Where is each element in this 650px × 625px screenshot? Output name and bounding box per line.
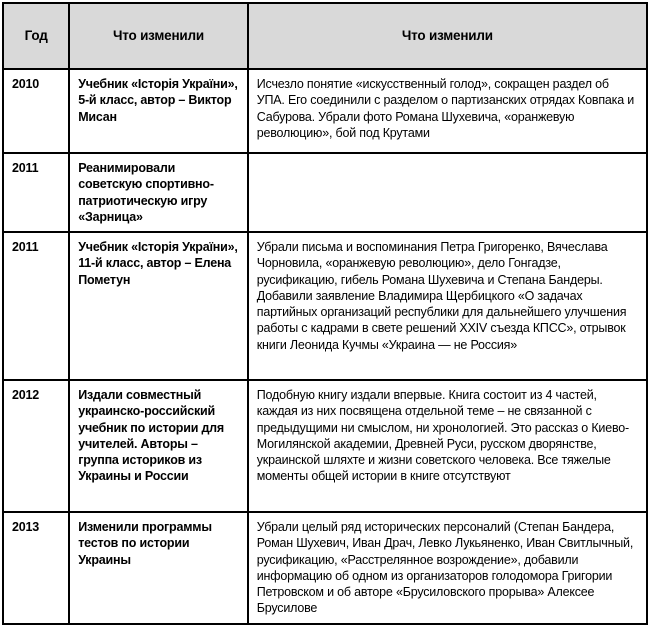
detail-cell: Убрали письма и воспоминания Петра Григоренко, Вячеслава Чорновила, «оранжевую революцию», дело Гонгадзе, русификацию, гибель Романа Шухевича и Степана Бандеры. Добавили заявление Владимира Щербицкого «О задачах партийных организаций республики для дальнейшего улучшения работы с кадрами в свете решений XXIV съезда КПСС», отрывок книги Леонида Кучмы «Украина — не Россия» xyxy=(248,232,647,380)
year-cell: 2011 xyxy=(3,232,69,380)
detail-cell: Убрали целый ряд исторических персоналий (Степан Бандера, Роман Шухевич, Иван Драч, Левко Лукьяненко, Иван Свитлычный, русификацию, «Расстрелянное возрождение», добавили информацию об одном из организаторов голодомора Григории Петровском и об авторе «Брусиловского прорыва» Алексее Брусилове xyxy=(248,512,647,624)
table-row xyxy=(3,232,647,380)
table-row xyxy=(3,380,647,512)
detail-cell: Подобную книгу издали впервые. Книга состоит из 4 частей, каждая из них посвящена отдельной теме – не связанной с предыдущими ни смыслом, ни хронологией. Это рассказ о Киево-Могилянской академии, Древней Руси, русском дворянстве, украинской шляхте и жизни советского человека. Все тяжелые моменты общей истории в книге отсутствуют xyxy=(248,380,647,512)
change-cell: Реанимировали советскую спортивно-патриотическую игру «Зарница» xyxy=(69,153,248,232)
change-cell: Учебник «Історія України», 11-й класс, автор – Елена Пометун xyxy=(69,232,248,380)
change-cell: Издали совместный украинско-российский учебник по истории для учителей. Авторы – группа историков из Украины и России xyxy=(69,380,248,512)
year-cell: 2013 xyxy=(3,512,69,624)
year-cell: 2011 xyxy=(3,153,69,232)
header-row xyxy=(3,3,647,69)
table-row xyxy=(3,153,647,232)
table-row xyxy=(3,69,647,153)
header-detail: Что изменили xyxy=(248,3,647,69)
year-cell: 2012 xyxy=(3,380,69,512)
header-change: Что изменили xyxy=(69,3,248,69)
year-cell: 2010 xyxy=(3,69,69,153)
change-cell: Изменили программы тестов по истории Украины xyxy=(69,512,248,624)
history-changes-table xyxy=(2,2,648,625)
header-year: Год xyxy=(3,3,69,69)
detail-cell: Исчезло понятие «искусственный голод», сокращен раздел об УПА. Его соединили с разделом о партизанских отрядах Ковпака и Сабурова. Убрали фото Романа Шухевича, «оранжевую революцию», бой под Крутами xyxy=(248,69,647,153)
table-row xyxy=(3,512,647,624)
change-cell: Учебник «Історія України», 5-й класс, автор – Виктор Мисан xyxy=(69,69,248,153)
detail-cell xyxy=(248,153,647,232)
